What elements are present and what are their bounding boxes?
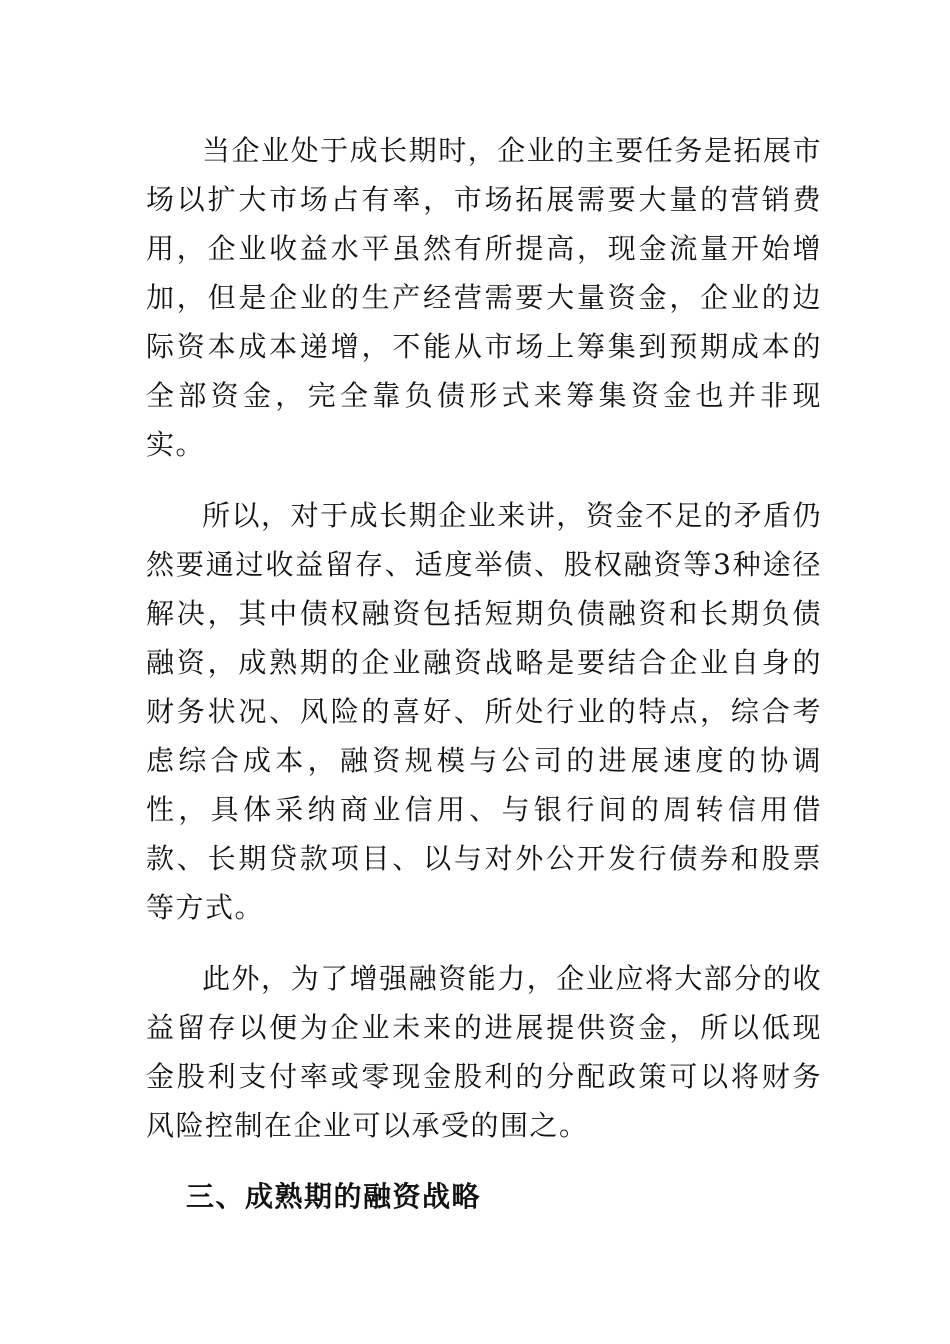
- paragraph-dividend-policy: 此外，为了增强融资能力，企业应将大部分的收益留存以便为企业未来的进展提供资金，所以低现金股利支付率或零现金股利的分配政策可以将财务风险控制在企业可以承受的围之。: [146, 962, 822, 1142]
- paragraph-growth-stage: 当企业处于成长期时，企业的主要任务是拓展市场以扩大市场占有率，市场拓展需要大量的营销费用，企业收益水平虽然有所提高，现金流量开始增加，但是企业的生产经营需要大量资金，企业的边际资本成本递增，不能从市场上筹集到预期成本的全部资金，完全靠负债形式来筹集资金也并非现实。: [146, 134, 822, 461]
- paragraph-financing-channels: 所以，对于成长期企业来讲，资金不足的矛盾仍然要通过收益留存、适度举债、股权融资等3种途径解决，其中债权融资包括短期负债融资和长期负债融资，成熟期的企业融资战略是要结合企业自身的财务状况、风险的喜好、所处行业的特点，综合考虑综合成本，融资规模与公司的进展速度的协调性，具体采纳商业信用、与银行间的周转信用借款、长期贷款项目、以与对外公开发行债券和股票等方式。: [146, 499, 822, 924]
- section-heading: 三、成熟期的融资战略: [186, 1180, 482, 1213]
- document-body: [146, 126, 822, 1221]
